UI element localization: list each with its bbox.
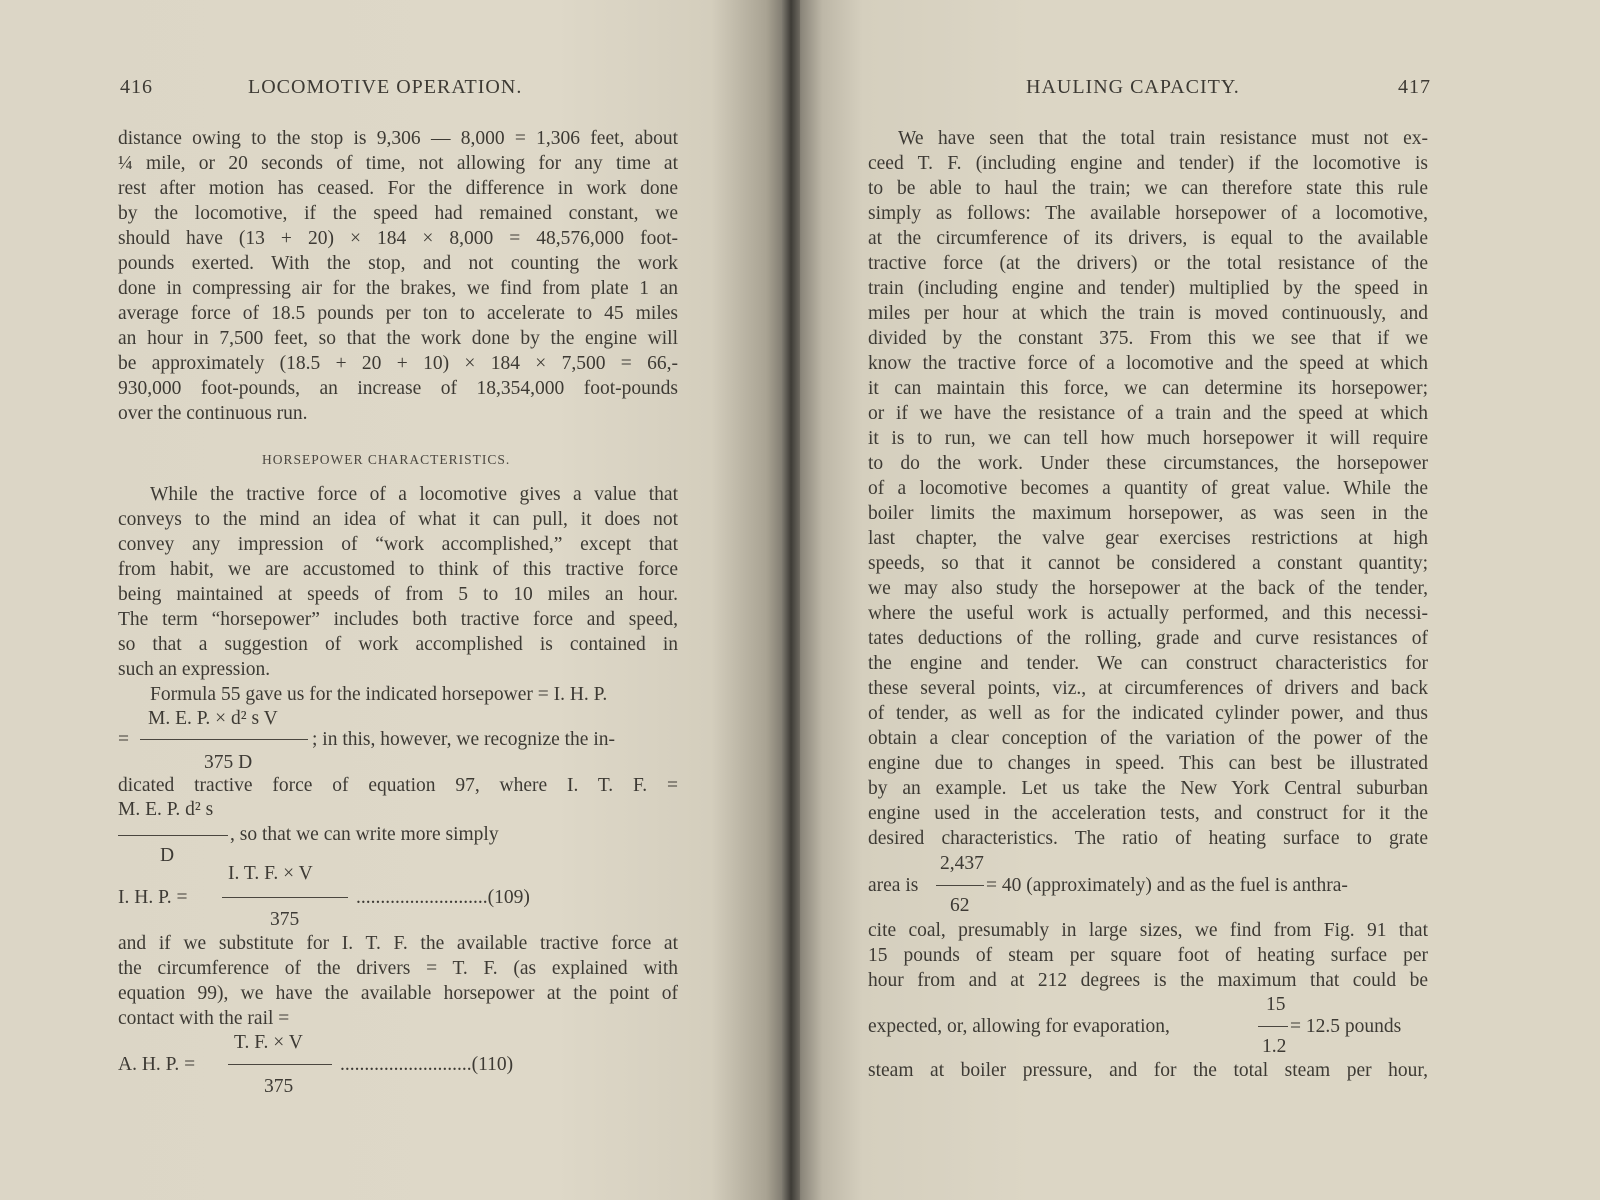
formula-55-tail: ; in this, however, we recognize the in- [312,729,615,750]
formula-55-equals: = [118,729,129,750]
text-line: cite coal, presumably in large sizes, we find from Fig. 91 that [868,920,1428,941]
text-line: or if we have the resistance of a train and the speed at which [868,403,1428,424]
eq109-number: ...........................(109) [356,887,530,908]
text-line: of a locomotive becomes a quantity of great value. While the [868,478,1428,499]
ratio-denominator: 62 [950,895,970,916]
text-line: where the useful work is actually performed, and this necessi- [868,603,1428,624]
text-line: should have (13 + 20) × 184 × 8,000 = 48,576,000 foot- [118,228,678,249]
text-line: train (including engine and tender) multiplied by the speed in [868,278,1428,299]
text-line: and if we substitute for I. T. F. the available tractive force at [118,933,678,954]
text-line: steam at boiler pressure, and for the total steam per hour, [868,1060,1428,1081]
formula-55-denominator: 375 D [204,752,253,773]
text-line: engine used in the acceleration tests, and construct for it the [868,803,1428,824]
fraction-bar [140,739,308,740]
text-line: contact with the rail = [118,1008,290,1029]
text-line: last chapter, the valve gear exercises restrictions at high [868,528,1428,549]
text-line: from habit, we are accustomed to think of this tractive force [118,559,678,580]
fraction-bar [228,1064,332,1065]
text-line: to do the work. Under these circumstances, the horsepower [868,453,1428,474]
eq109-lhs: I. H. P. = [118,887,188,908]
text-line: of tender, as well as for the indicated cylinder power, and thus [868,703,1428,724]
text-line: tates deductions of the rolling, grade and curve resistances of [868,628,1428,649]
text-line: know the tractive force of a locomotive and the speed at which [868,353,1428,374]
formula-55-numerator: M. E. P. × d² s V [148,708,278,729]
text-line: While the tractive force of a locomotive gives a value that [150,484,678,505]
text-line: by the locomotive, if the speed had remained constant, we [118,203,678,224]
text-line: it is to run, we can tell how much horsepower it will require [868,428,1428,449]
eq110-lhs: A. H. P. = [118,1054,196,1075]
text-line: by an example. Let us take the New York Central suburban [868,778,1428,799]
text-line: rest after motion has ceased. For the difference in work done [118,178,678,199]
running-head-right: HAULING CAPACITY. [1026,76,1240,98]
evap-numerator: 15 [1266,994,1286,1015]
text-line: The term “horsepower” includes both tractive force and speed, [118,609,678,630]
text-line: over the continuous run. [118,403,308,424]
text-line: ¼ mile, or 20 seconds of time, not allowing for any time at [118,153,678,174]
left-page [0,0,790,1200]
text-line: these several points, viz., at circumferences of drivers and back [868,678,1428,699]
text-line: equation 99), we have the available horsepower at the point of [118,983,678,1004]
itf-denominator: D [160,845,175,866]
evap-post: = 12.5 pounds [1290,1016,1402,1037]
text-line: being maintained at speeds of from 5 to 10 miles an hour. [118,584,678,605]
page-number-right: 417 [1398,76,1431,98]
book-gutter [782,0,800,1200]
evap-denominator: 1.2 [1262,1036,1287,1057]
text-line: distance owing to the stop is 9,306 — 8,000 = 1,306 feet, about [118,128,678,149]
text-line: 930,000 foot-pounds, an increase of 18,354,000 foot-pounds [118,378,678,399]
text-line: the engine and tender. We can construct characteristics for [868,653,1428,674]
fraction-bar [936,885,984,886]
text-line: pounds exerted. With the stop, and not counting the work [118,253,678,274]
fraction-bar [1258,1026,1288,1027]
text-line: hour from and at 212 degrees is the maximum that could be [868,970,1428,991]
eq110-denominator: 375 [264,1076,294,1097]
eq109-denominator: 375 [270,909,300,930]
ratio-post: = 40 (approximately) and as the fuel is anthra- [986,875,1348,896]
text-line: engine due to changes in speed. This can best be illustrated [868,753,1428,774]
page-number-left: 416 [120,76,153,98]
text-line: tractive force (at the drivers) or the total resistance of the [868,253,1428,274]
text-line: boiler limits the maximum horsepower, as was seen in the [868,503,1428,524]
text-line: done in compressing air for the brakes, we find from plate 1 an [118,278,678,299]
text-line: the circumference of the drivers = T. F. (as explained with [118,958,678,979]
itf-tail: , so that we can write more simply [230,824,499,845]
text-line: simply as follows: The available horsepower of a locomotive, [868,203,1428,224]
evap-pre: expected, or, allowing for evaporation, [868,1016,1170,1037]
itf-numerator: M. E. P. d² s [118,799,214,820]
text-line: it can maintain this force, we can determine its horsepower; [868,378,1428,399]
eq109-numerator: I. T. F. × V [228,863,313,884]
text-line: desired characteristics. The ratio of heating surface to grate [868,828,1428,849]
fraction-bar [118,835,228,836]
running-head-left: LOCOMOTIVE OPERATION. [248,76,523,98]
text-line: speeds, so that it cannot be considered a constant quantity; [868,553,1428,574]
text-line: 15 pounds of steam per square foot of heating surface per [868,945,1428,966]
text-line: at the circumference of its drivers, is equal to the available [868,228,1428,249]
text-line: conveys to the mind an idea of what it can pull, it does not [118,509,678,530]
ratio-numerator: 2,437 [940,853,984,874]
text-line: ceed T. F. (including engine and tender) if the locomotive is [868,153,1428,174]
fraction-bar [222,897,348,898]
section-heading: HORSEPOWER CHARACTERISTICS. [262,452,511,467]
text-line: be approximately (18.5 + 20 + 10) × 184 × 7,500 = 66,- [118,353,678,374]
text-line: we may also study the horsepower at the back of the tender, [868,578,1428,599]
text-line: miles per hour at which the train is moved continuously, and [868,303,1428,324]
text-line: average force of 18.5 pounds per ton to accelerate to 45 miles [118,303,678,324]
text-line: obtain a clear conception of the variation of the power of the [868,728,1428,749]
ratio-pre: area is [868,875,919,896]
eq110-numerator: T. F. × V [234,1032,303,1053]
text-line: an hour in 7,500 feet, so that the work done by the engine will [118,328,678,349]
text-line: We have seen that the total train resistance must not ex- [898,128,1428,149]
text-line: to be able to haul the train; we can therefore state this rule [868,178,1428,199]
right-page [790,0,1600,1200]
text-line: so that a suggestion of work accomplished is contained in [118,634,678,655]
text-line: dicated tractive force of equation 97, where I. T. F. = [118,775,678,796]
text-line: convey any impression of “work accomplished,” except that [118,534,678,555]
text-line: divided by the constant 375. From this we see that if we [868,328,1428,349]
eq110-number: ...........................(110) [340,1054,514,1075]
formula-55-intro: Formula 55 gave us for the indicated horsepower = I. H. P. [150,684,608,705]
text-line: such an expression. [118,659,271,680]
